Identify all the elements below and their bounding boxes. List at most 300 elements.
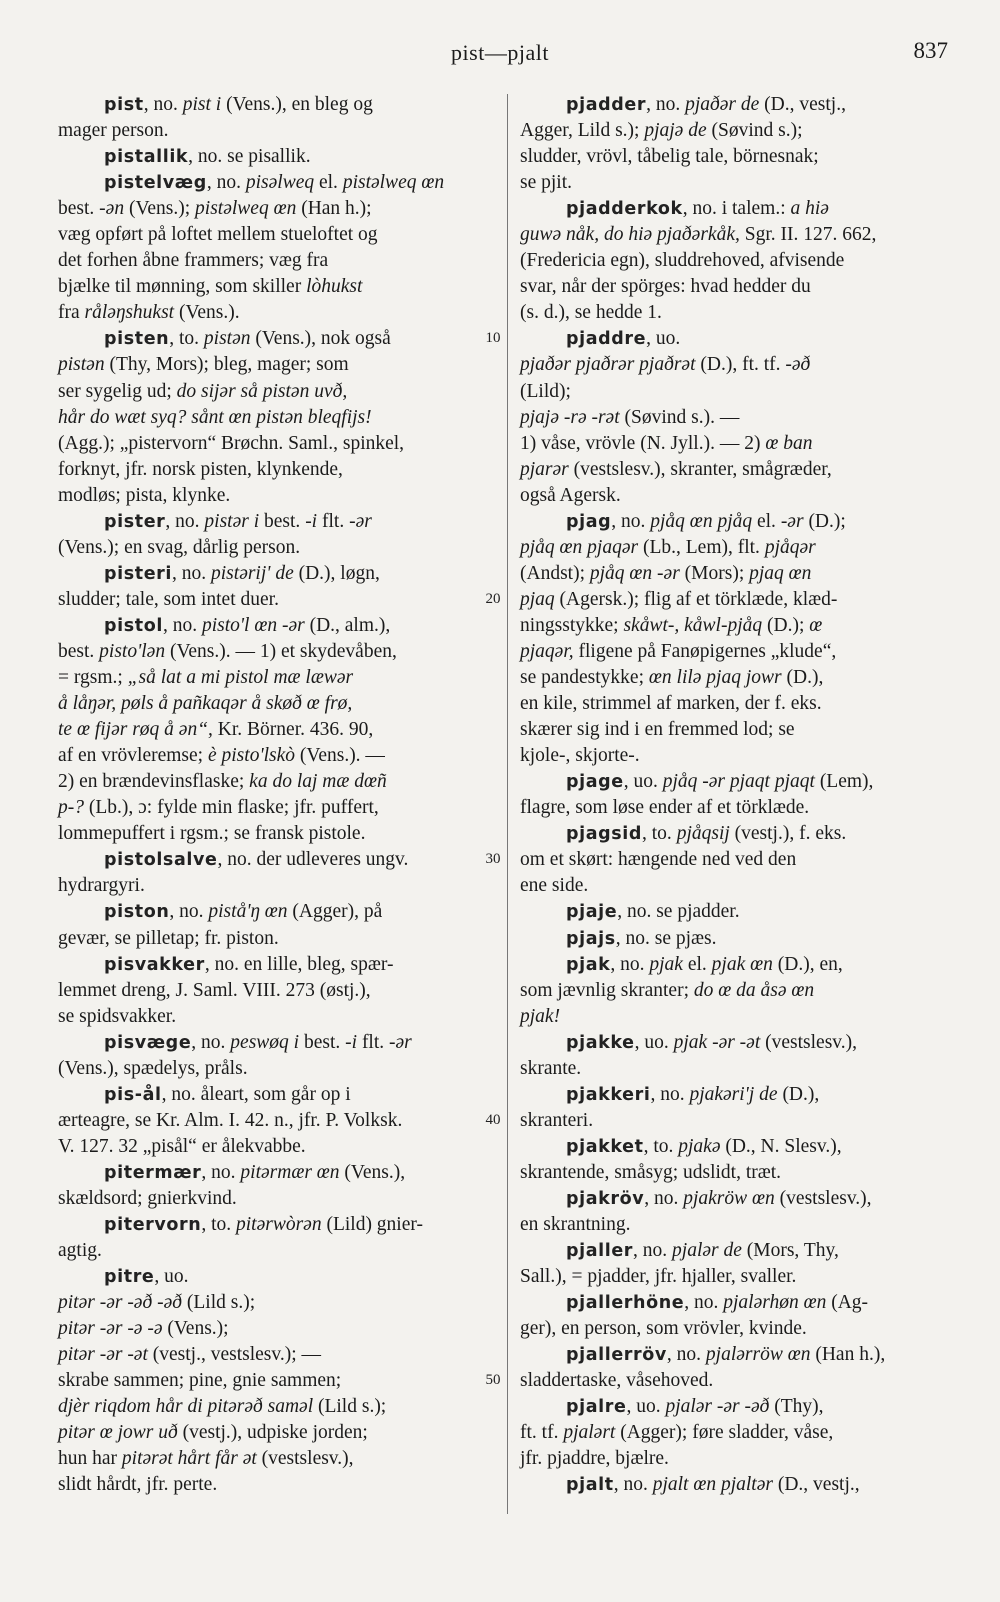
text-segment: V. 127. 32 „pisål“ er ålekvabbe.	[58, 1135, 306, 1157]
text-segment: (Vens.), nok også	[250, 328, 391, 350]
text-line	[58, 561, 486, 587]
headword: pjallerhöne	[566, 1293, 685, 1314]
headword: pjak	[566, 954, 611, 975]
text-segment: se spidsvakker.	[58, 1005, 177, 1027]
phonetic-form: pjalər de	[672, 1240, 742, 1262]
text-line	[58, 952, 486, 978]
text-segment: , uo.	[634, 1031, 674, 1053]
phonetic-form: å låŋər, pøls å pañkaqər å skøð œ frø,	[58, 693, 353, 715]
text-line	[58, 1290, 486, 1316]
text-line	[520, 952, 956, 978]
text-segment: flt.	[357, 1031, 390, 1053]
headword: pjalt	[566, 1475, 614, 1496]
headword: pister	[104, 511, 166, 532]
phonetic-form: è pisto'lskò	[207, 745, 296, 767]
text-segment: af en vrövleremse;	[58, 745, 208, 767]
text-segment: , no.	[613, 1474, 653, 1496]
text-line	[520, 613, 956, 639]
text-line	[58, 379, 486, 405]
headword: pjaller	[566, 1241, 634, 1262]
text-segment: , no.	[684, 1292, 724, 1314]
text-segment: om et skørt: hængende ned ved den	[520, 849, 797, 871]
text-segment: (Fredericia egn), sluddrehoved, afvisende	[520, 250, 845, 272]
headword: pistolsalve	[104, 850, 218, 871]
text-line	[520, 743, 956, 769]
text-line	[58, 1264, 486, 1290]
text-line	[520, 1056, 956, 1082]
text-segment: , no.	[646, 94, 686, 115]
headword: pjag	[566, 511, 612, 532]
text-line	[520, 717, 956, 743]
text-line	[520, 1394, 956, 1420]
text-line	[520, 1082, 956, 1108]
text-segment: (vestslesv.),	[760, 1031, 858, 1053]
text-segment: 1) våse, vrövle (N. Jyll.). — 2)	[520, 432, 766, 454]
text-line	[58, 1082, 486, 1108]
text-segment: lommepuffert i rgsm.; se fransk pistole.	[58, 823, 366, 845]
text-segment: mager person.	[58, 120, 169, 142]
phonetic-form: -i	[345, 1031, 358, 1053]
text-line	[58, 1368, 486, 1394]
text-segment: ærteagre, se Kr. Alm. I. 42. n., jfr. P. Volksk.	[58, 1109, 403, 1131]
text-segment: (D., vestj.,	[759, 94, 846, 115]
phonetic-form: pjalər -ər -əð	[665, 1396, 770, 1418]
text-segment: (D.), en,	[772, 953, 843, 975]
text-segment: (Vens.),	[339, 1161, 406, 1183]
text-segment: (vestslesv.),	[256, 1448, 354, 1470]
text-segment: (Andst);	[520, 562, 590, 584]
text-line	[520, 847, 956, 873]
headword: pjage	[566, 772, 624, 793]
phonetic-form: pjåqər	[764, 536, 816, 558]
headword: pjajs	[566, 928, 616, 949]
phonetic-form: pitər -ər -ə -ə	[58, 1318, 163, 1340]
text-segment: forknyt, jfr. norsk pisten, klynkende,	[58, 458, 343, 480]
phonetic-form: pjakə	[678, 1135, 721, 1157]
text-line	[58, 691, 486, 717]
text-segment: (Lb.), ɔ: fylde min flaske; jfr. puffert,	[84, 797, 379, 819]
text-segment: skranteri.	[520, 1109, 594, 1131]
text-segment: Agger, Lild s.);	[520, 120, 645, 142]
phonetic-form: pjajə de	[644, 120, 707, 142]
text-line	[58, 1056, 486, 1082]
text-segment: (Thy),	[769, 1396, 824, 1418]
text-line	[58, 665, 486, 691]
headword: pjaje	[566, 902, 618, 923]
headword: pis-ål	[104, 1084, 162, 1105]
text-segment: , to.	[201, 1214, 236, 1236]
text-segment: , no.	[169, 901, 209, 923]
text-segment: , to.	[642, 823, 677, 845]
text-segment: , no.	[172, 562, 212, 584]
text-line	[520, 1030, 956, 1056]
phonetic-form: -ər	[349, 510, 372, 532]
text-segment: skærer sig ind i en fremmed lod; se	[520, 719, 795, 741]
text-segment: skældsord; gnierkvind.	[58, 1187, 237, 1209]
text-line	[58, 1472, 486, 1498]
text-segment: (s. d.), se hedde 1.	[520, 302, 662, 324]
headword: pisten	[104, 329, 170, 350]
headword: pjalre	[566, 1397, 627, 1418]
phonetic-form: pistå'ŋ œn	[208, 901, 288, 923]
phonetic-form: pjåq œn pjaqər	[520, 536, 639, 558]
text-segment: sladdertaske, våsehoved.	[520, 1370, 714, 1392]
phonetic-form: pistən	[203, 328, 251, 350]
page-number: 837	[913, 38, 948, 63]
text-segment: (Vens.);	[124, 198, 196, 220]
phonetic-form: œ ban	[765, 432, 813, 454]
text-line	[58, 1238, 486, 1264]
text-line	[520, 795, 956, 821]
text-line	[58, 1030, 486, 1056]
text-line	[58, 118, 486, 144]
text-line	[520, 118, 956, 144]
margin-line-number: 10	[485, 330, 501, 347]
text-segment: (Lild) gnier-	[321, 1214, 423, 1236]
text-line	[520, 1212, 956, 1238]
text-segment: el.	[314, 172, 343, 194]
text-line	[520, 1316, 956, 1342]
phonetic-form: pjajə -rə -rət	[520, 406, 620, 428]
phonetic-form: pitər -ər -əð -əð	[58, 1292, 182, 1314]
text-line	[58, 821, 486, 847]
text-line	[58, 1186, 486, 1212]
text-segment: skrante.	[520, 1057, 582, 1079]
text-segment: sludder, vrövl, tåbelig tale, börnesnak;	[520, 146, 819, 168]
text-segment: (Vens.). — 1) et skydevåben,	[165, 640, 397, 662]
text-line	[58, 978, 486, 1004]
text-line	[520, 274, 956, 300]
phonetic-form: pistəlweq œn	[195, 198, 297, 220]
text-line	[520, 405, 956, 431]
text-line	[520, 170, 956, 196]
headword: pjagsid	[566, 824, 643, 845]
text-segment: (Mors, Thy,	[741, 1240, 839, 1262]
text-line	[58, 1316, 486, 1342]
headword: pjakket	[566, 1136, 644, 1157]
text-segment: (Søvind s.). —	[619, 406, 740, 428]
text-segment: bjælke til mønning, som skiller	[58, 276, 307, 298]
phonetic-form: pist i	[182, 94, 222, 115]
text-segment: , no.	[143, 94, 183, 115]
text-line	[58, 587, 486, 613]
margin-line-number: 40	[485, 1111, 501, 1128]
text-line	[58, 1212, 486, 1238]
phonetic-form: pisəlweq	[245, 172, 315, 194]
text-line	[58, 170, 486, 196]
phonetic-form: lòhukst	[306, 276, 363, 298]
headword: pjadderkok	[566, 199, 683, 220]
text-segment: = rgsm.;	[58, 667, 128, 689]
text-line	[520, 483, 956, 509]
text-line	[520, 561, 956, 587]
text-line	[520, 1264, 956, 1290]
text-segment: , to.	[643, 1135, 679, 1157]
text-segment: (vestj.), f. eks.	[729, 823, 847, 845]
text-line	[520, 509, 956, 535]
headword: pjallerröv	[566, 1345, 667, 1366]
text-line	[520, 1134, 956, 1160]
text-line	[520, 457, 956, 483]
text-segment: (Han h.),	[810, 1344, 886, 1366]
text-segment: (Vens.). —	[295, 745, 385, 767]
phonetic-form: pjak -ər -ət	[673, 1031, 761, 1053]
text-segment: en skrantning.	[520, 1214, 631, 1236]
headword: pistol	[104, 615, 163, 636]
phonetic-form: guwə nåk, do hiə pjaðərkåk,	[520, 224, 740, 246]
text-segment: ene side.	[520, 875, 589, 897]
text-segment: kjole-, skjorte-.	[520, 745, 640, 767]
text-segment: se pandestykke;	[520, 667, 649, 689]
text-segment: (vestj.), udpiske jorden;	[177, 1422, 368, 1444]
text-segment: , no. der udleveres ungv.	[217, 849, 409, 871]
text-segment: hun har	[58, 1448, 122, 1470]
phonetic-form: djèr riqdom hår di pitərəð saməl	[58, 1396, 314, 1418]
text-segment: ser sygelig ud;	[58, 380, 177, 402]
text-segment: , no. se pisallik.	[188, 146, 311, 168]
text-segment: , to.	[169, 328, 204, 350]
text-segment: , no.	[610, 953, 650, 975]
text-line	[58, 795, 486, 821]
text-segment: også Agersk.	[520, 484, 621, 506]
phonetic-form: pjaðər pjaðrər pjaðrət	[520, 354, 696, 376]
margin-line-number: 50	[485, 1372, 501, 1389]
text-segment: , no. åleart, som går op i	[161, 1083, 351, 1105]
text-segment: Sall.), = pjadder, jfr. hjaller, svaller.	[520, 1266, 797, 1288]
text-line	[520, 587, 956, 613]
text-segment: (Agger), på	[287, 901, 383, 923]
phonetic-form: pjalərröw œn	[705, 1344, 811, 1366]
text-line	[58, 352, 486, 378]
phonetic-form: pjaqər,	[520, 640, 574, 662]
text-segment: (Vens.), spædelys, pråls.	[58, 1057, 248, 1079]
text-line	[520, 899, 956, 925]
text-line	[520, 1160, 956, 1186]
text-line	[520, 326, 956, 352]
text-line	[520, 691, 956, 717]
text-line	[520, 222, 956, 248]
text-line	[520, 926, 956, 952]
text-line	[58, 1160, 486, 1186]
text-segment: (D.),	[777, 1083, 820, 1105]
phonetic-form: pitərwòrən	[235, 1214, 322, 1236]
text-segment: (Agg.); „pistervorn“ Brøchn. Saml., spinkel,	[58, 432, 405, 454]
headword: pitre	[104, 1267, 155, 1288]
text-line	[520, 1472, 956, 1498]
phonetic-form: råləŋshukst	[84, 302, 175, 324]
phonetic-form: -i	[305, 510, 318, 532]
text-segment: , no.	[666, 1344, 706, 1366]
text-segment: (D.), løgn,	[293, 562, 380, 584]
text-segment: (Lb., Lem), flt.	[638, 536, 765, 558]
text-segment: ningsstykke;	[520, 614, 624, 636]
text-segment: (Lild s.);	[313, 1396, 387, 1418]
phonetic-form: pjak	[649, 953, 683, 975]
text-segment: , no. i talem.:	[682, 198, 791, 220]
text-segment: (D., N. Slesv.),	[720, 1135, 842, 1157]
text-segment: Kr. Börner. 436. 90,	[212, 719, 374, 741]
text-segment: , no.	[201, 1161, 241, 1183]
headword: pitervorn	[104, 1215, 202, 1236]
headword: pjakke	[566, 1032, 635, 1053]
text-line	[520, 639, 956, 665]
text-line	[520, 92, 956, 118]
phonetic-form: pistəlweq œn	[342, 172, 445, 194]
text-line	[520, 300, 956, 326]
headword: pjakröv	[566, 1188, 645, 1209]
text-segment: som jævnlig skranter;	[520, 979, 694, 1001]
phonetic-form: pjåq -ər pjaqt pjaqt	[662, 771, 815, 793]
headword: pjakkeri	[566, 1084, 651, 1105]
text-line	[58, 1420, 486, 1446]
text-line	[58, 1108, 486, 1134]
phonetic-form: pjalərhøn œn	[723, 1292, 827, 1314]
text-line	[58, 613, 486, 639]
headword: pjadder	[566, 95, 647, 115]
text-segment: , no. se pjadder.	[617, 901, 740, 923]
text-segment: ft. tf.	[520, 1422, 564, 1444]
text-line	[520, 1368, 956, 1394]
text-line	[520, 1290, 956, 1316]
phonetic-form: pjaq œn	[749, 562, 812, 584]
text-segment: (D., vestj.,	[772, 1474, 860, 1496]
text-segment: (Thy, Mors); bleg, mager; som	[104, 354, 349, 376]
text-line	[58, 300, 486, 326]
phonetic-form: pjåq œn -ər	[589, 562, 680, 584]
text-line	[58, 717, 486, 743]
text-line	[58, 509, 486, 535]
text-line	[58, 92, 486, 118]
phonetic-form: pjak!	[520, 1005, 561, 1027]
text-segment: (Vens.);	[162, 1318, 229, 1340]
headword: pjaddre	[566, 329, 647, 350]
text-line	[58, 873, 486, 899]
text-segment: hydrargyri.	[58, 875, 145, 897]
right-column	[520, 92, 956, 1499]
text-line	[520, 873, 956, 899]
text-line	[58, 431, 486, 457]
text-segment: , no.	[165, 510, 205, 532]
text-segment: se pjit.	[520, 172, 572, 194]
text-segment: lemmet dreng, J. Saml. VIII. 273 (østj.),	[58, 979, 371, 1001]
phonetic-form: pisto'lən	[99, 640, 166, 662]
text-line	[58, 639, 486, 665]
phonetic-form: -əð	[785, 354, 811, 376]
text-segment: , uo.	[154, 1266, 189, 1288]
text-segment: Sgr. II. 127. 662,	[739, 224, 877, 246]
text-line	[520, 665, 956, 691]
text-segment: (Lild s.);	[182, 1292, 256, 1314]
text-line	[58, 274, 486, 300]
text-segment: el.	[682, 953, 712, 975]
text-segment: best.	[259, 510, 306, 532]
text-segment: , no. se pjæs.	[615, 927, 717, 949]
text-line	[58, 1004, 486, 1030]
text-segment: væg opført på loftet mellem stueloftet og	[58, 224, 378, 246]
text-segment: jfr. pjaddre, bjælre.	[520, 1448, 669, 1470]
text-segment: svar, når der spörges: hvad hedder du	[520, 276, 811, 298]
headword: pitermær	[104, 1162, 202, 1183]
text-segment: (Agersk.); flig af et törklæde, klæd-	[554, 588, 838, 610]
phonetic-form: pjakəri'j de	[689, 1083, 778, 1105]
text-line	[520, 1186, 956, 1212]
phonetic-form: œn lilə pjaq jowr	[648, 667, 782, 689]
phonetic-form: pjaq	[520, 588, 555, 610]
phonetic-form: pitərət hårt får ət	[121, 1448, 257, 1470]
phonetic-form: -ən	[99, 198, 125, 220]
margin-line-number: 30	[485, 851, 501, 868]
column-divider	[507, 94, 508, 1514]
text-segment: slidt hårdt, jfr. perte.	[58, 1474, 218, 1496]
text-line	[520, 1108, 956, 1134]
text-segment: (Ag-	[826, 1292, 869, 1314]
phonetic-form: te œ fijər røq å ən“,	[58, 719, 213, 741]
headword: pistallik	[104, 147, 189, 168]
text-segment: (D.);	[803, 510, 846, 532]
headword: pisvakker	[104, 954, 205, 975]
text-segment: 2) en brændevinsflaske;	[58, 771, 250, 793]
text-line	[520, 196, 956, 222]
text-segment: best.	[58, 640, 100, 662]
page-header	[0, 34, 1000, 74]
text-segment: fra	[58, 302, 85, 324]
phonetic-form: pjak œn	[711, 953, 773, 975]
text-segment: , uo.	[626, 1396, 666, 1418]
text-line	[520, 431, 956, 457]
text-segment: (D.);	[762, 614, 810, 636]
text-segment: , no.	[162, 614, 202, 636]
text-line	[520, 1420, 956, 1446]
text-line	[520, 535, 956, 561]
text-line	[520, 1446, 956, 1472]
headword: piston	[104, 902, 170, 923]
phonetic-form: pjakröw œn	[683, 1187, 775, 1209]
phonetic-form: pjaðər de	[685, 94, 760, 115]
text-segment: , no.	[633, 1240, 673, 1262]
text-segment: el.	[752, 510, 781, 532]
phonetic-form: do œ da åsə œn	[693, 979, 815, 1001]
phonetic-form: -ər	[780, 510, 804, 532]
text-segment: best.	[299, 1031, 346, 1053]
headword: pistelvæg	[104, 173, 207, 194]
text-segment: skrantende, småsyg; udslidt, træt.	[520, 1161, 782, 1183]
phonetic-form: pjalt œn pjaltər	[652, 1474, 773, 1496]
text-line	[58, 196, 486, 222]
phonetic-form: pitərmær œn	[240, 1161, 340, 1183]
text-segment: , uo.	[623, 771, 663, 793]
headword: pisvæge	[104, 1032, 192, 1053]
text-line	[520, 1342, 956, 1368]
text-segment: , no.	[650, 1083, 690, 1105]
headword: pisteri	[104, 563, 173, 584]
text-segment: flt.	[317, 510, 350, 532]
phonetic-form: a hiə	[790, 198, 829, 220]
text-segment: flagre, som løse ender af et törklæde.	[520, 797, 810, 819]
text-segment: (Han h.);	[296, 198, 372, 220]
text-line	[520, 379, 956, 405]
text-segment: , no.	[206, 172, 246, 194]
phonetic-form: pistən	[58, 354, 105, 376]
phonetic-form: pisto'l œn -ər	[201, 614, 305, 636]
text-segment: (Lem),	[814, 771, 874, 793]
text-line	[520, 352, 956, 378]
text-segment: best.	[58, 198, 100, 220]
phonetic-form: skåwt-, kåwl-pjåq	[623, 614, 763, 636]
text-line	[58, 743, 486, 769]
text-line	[58, 248, 486, 274]
phonetic-form: œ	[809, 614, 823, 636]
text-line	[58, 483, 486, 509]
